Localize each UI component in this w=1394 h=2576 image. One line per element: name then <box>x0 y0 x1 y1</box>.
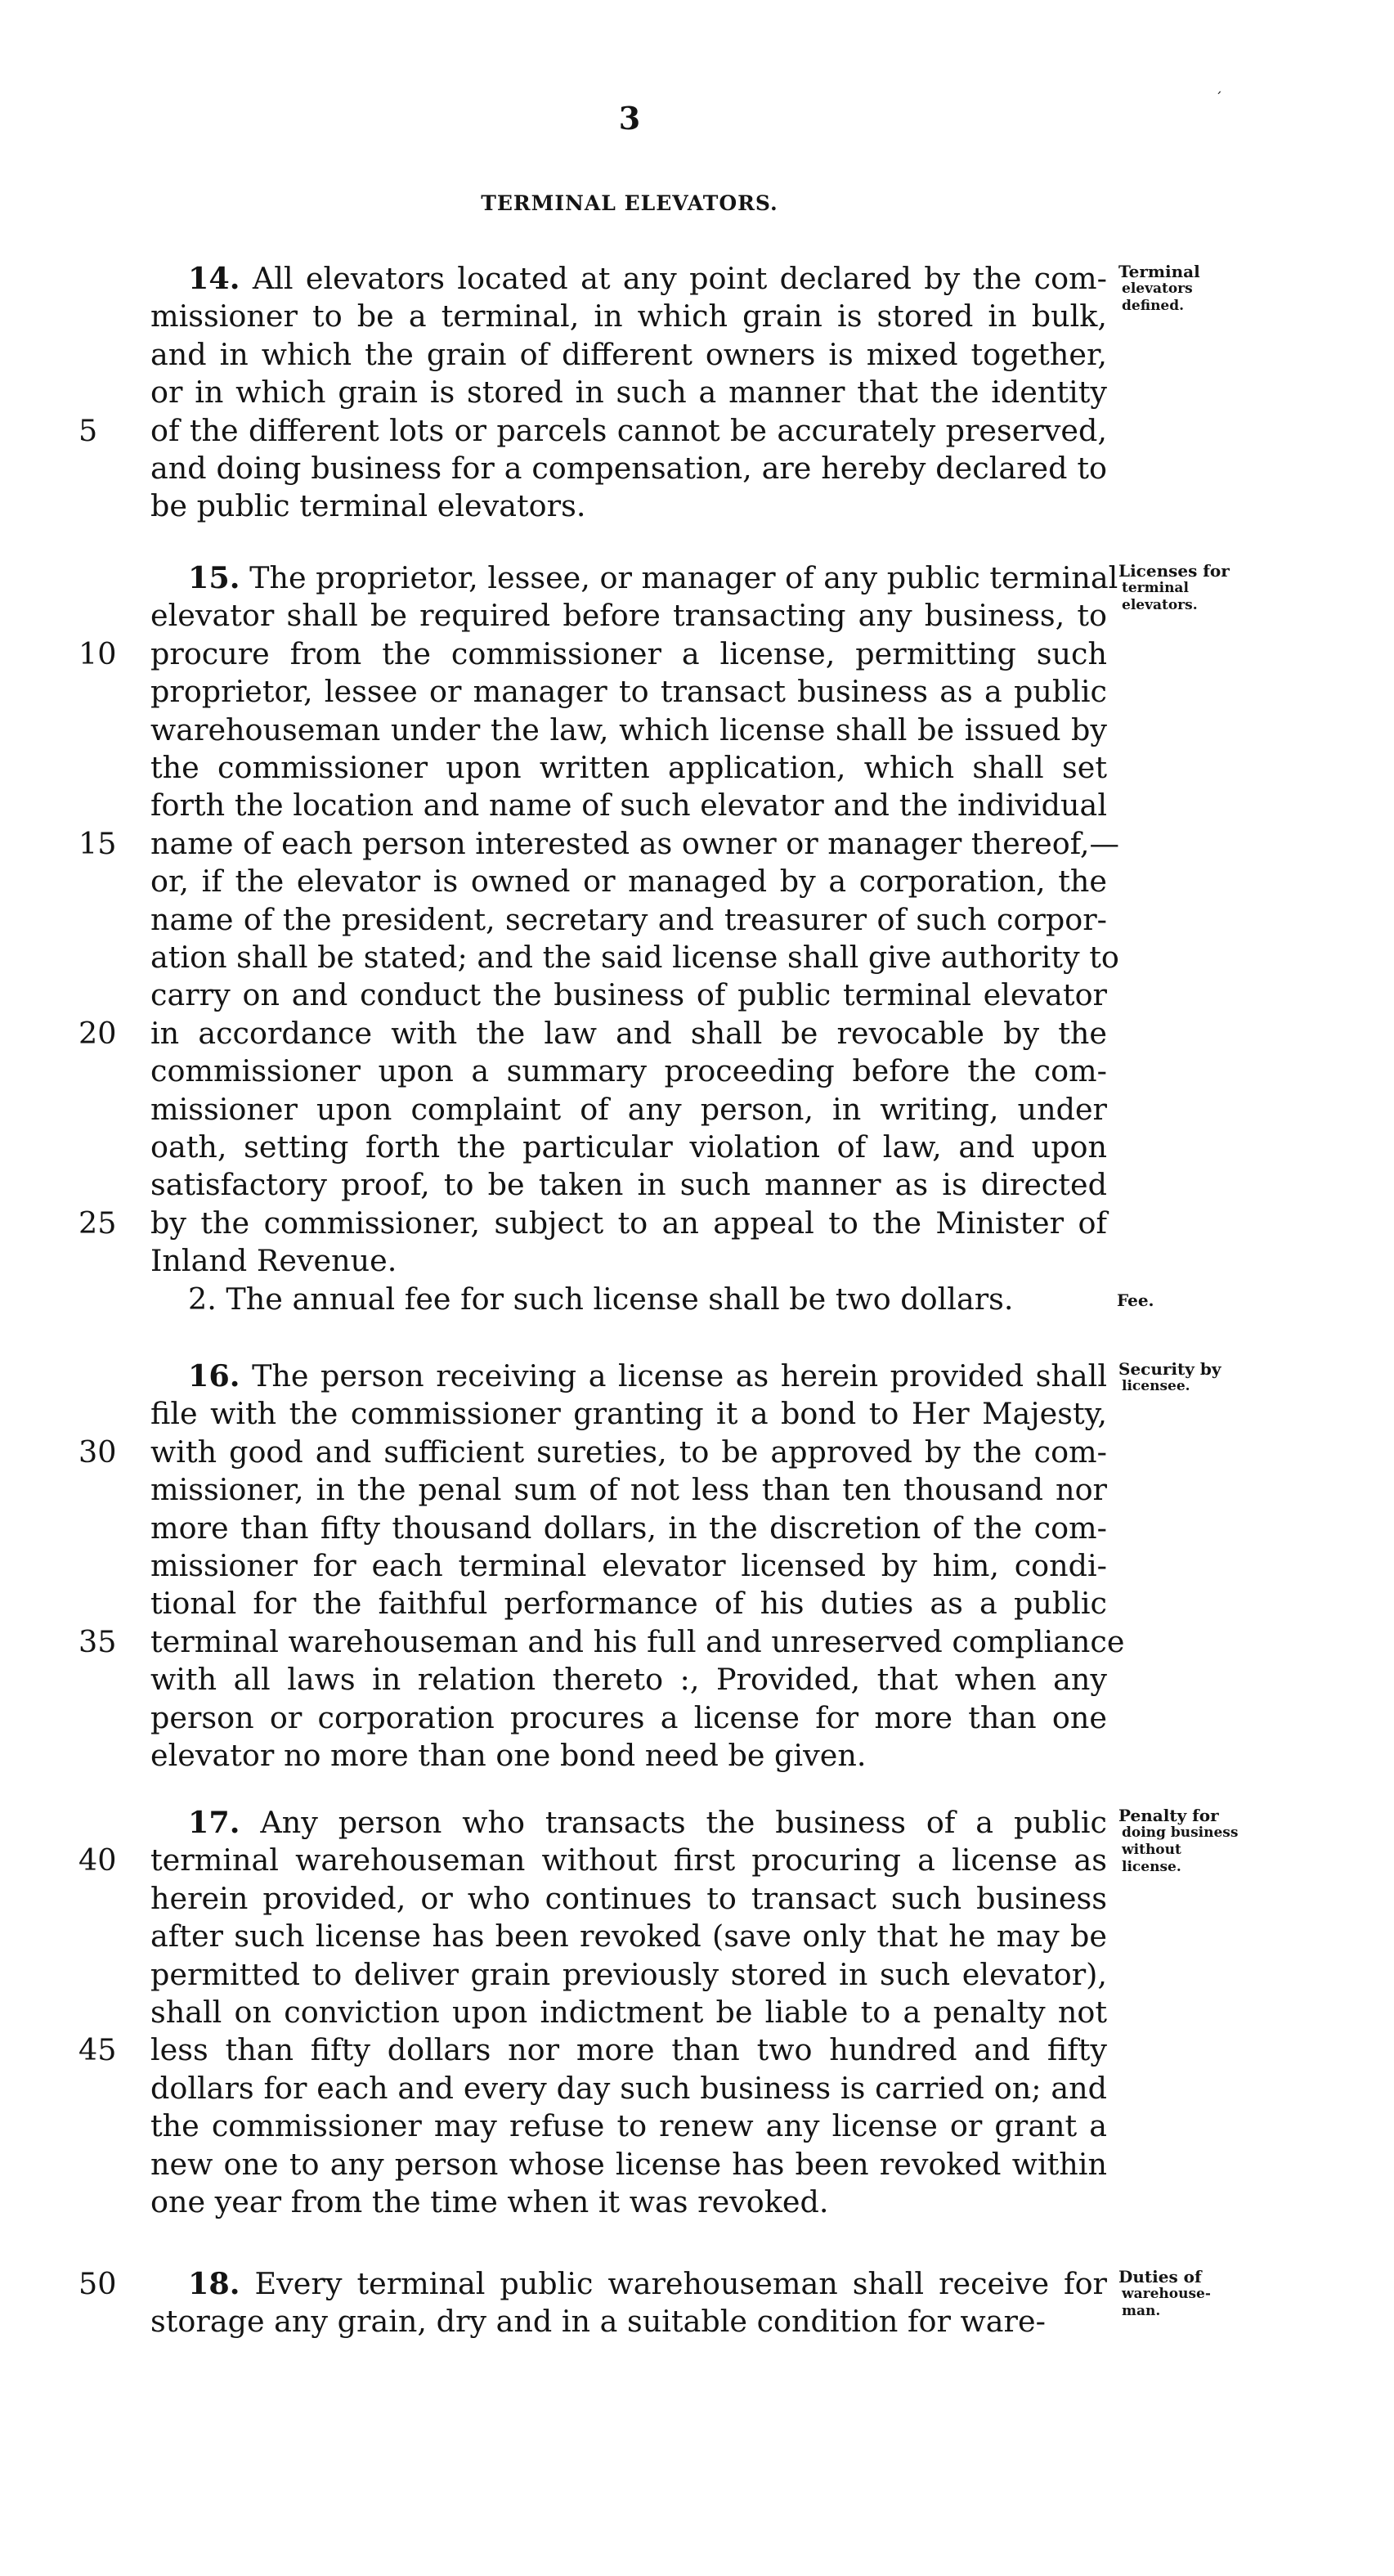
text-line <box>150 1699 1107 1737</box>
line-text: of the different lots or parcels cannot be accurately preserved, <box>150 412 1107 448</box>
margin-note <box>1118 563 1282 614</box>
line-text: tional for the faithful performance of his duties as a public <box>150 1586 1107 1622</box>
line-text: elevator no more than one bond need be given. <box>150 1738 867 1773</box>
section-number: 15. <box>188 560 240 595</box>
line-text: or in which grain is stored in such a manner that the identity <box>150 375 1107 411</box>
text-line <box>150 374 1107 411</box>
margin-note <box>1118 1807 1282 1876</box>
line-text: by the commissioner, subject to an appeal to the Minister of <box>150 1205 1107 1241</box>
text-line <box>150 1585 1107 1622</box>
margin-note-line: terminal <box>1122 580 1189 596</box>
line-text: procure from the commissioner a license, permitting such <box>150 635 1107 671</box>
text-line <box>150 635 1107 673</box>
text-line <box>150 2303 1107 2340</box>
text-line <box>150 1623 1125 1661</box>
line-text: oath, setting forth the particular violation of law, and upon <box>150 1129 1107 1165</box>
margin-note-line: Licenses for <box>1118 561 1230 581</box>
margin-note-line: Terminal <box>1118 262 1200 281</box>
line-text: storage any grain, dry and in a suitable condition for ware- <box>150 2304 1046 2340</box>
text-line <box>150 1918 1107 1955</box>
line-text: Inland Revenue. <box>150 1243 397 1279</box>
text-line <box>150 1842 1107 1879</box>
margin-note-line: license. <box>1122 1859 1181 1875</box>
text-line <box>150 1880 1107 1918</box>
line-text: warehouseman under the law, which license shall be issued by <box>150 711 1107 747</box>
stray-mark: ´ <box>1215 90 1222 107</box>
line-number: 40 <box>78 1842 117 1878</box>
section-number: 16. <box>188 1358 240 1393</box>
line-text: person or corporation procures a license for more than one <box>150 1699 1107 1735</box>
line-text: The proprietor, lessee, or manager of any public terminal <box>249 560 1118 595</box>
text-line <box>150 2031 1107 2069</box>
margin-note <box>1118 263 1282 315</box>
line-text: carry on and conduct the business of public terminal elevator <box>150 977 1107 1013</box>
line-text: Every terminal public warehouseman shall receive for <box>254 2266 1107 2301</box>
line-number: 15 <box>78 825 117 861</box>
text-line <box>150 2107 1107 2145</box>
line-number: 35 <box>78 1623 117 1659</box>
text-line <box>150 673 1107 711</box>
line-text: or, if the elevator is owned or managed by a corporation, the <box>150 864 1107 900</box>
section-number: 14. <box>188 261 240 296</box>
text-line <box>150 1129 1107 1166</box>
line-number: 45 <box>78 2032 117 2068</box>
section-number: 18. <box>188 2266 240 2301</box>
line-text: name of the president, secretary and treasurer of such corpor- <box>150 901 1107 937</box>
text-line <box>150 749 1107 787</box>
line-text: and doing business for a compensation, are hereby declared to <box>150 451 1107 486</box>
line-text: satisfactory proof, to be taken in such manner as is directed <box>150 1167 1107 1203</box>
margin-note-line: defined. <box>1122 298 1185 314</box>
text-line <box>150 1434 1107 1471</box>
text-line <box>150 1015 1107 1052</box>
text-line <box>150 1166 1107 1204</box>
margin-note-line: man. <box>1122 2303 1161 2319</box>
margin-note-line: without <box>1122 1842 1181 1858</box>
line-text: and in which the grain of different owners is mixed together, <box>150 336 1107 372</box>
line-number: 25 <box>78 1205 117 1241</box>
line-text: dollars for each and every day such business is carried on; and <box>150 2070 1107 2106</box>
line-text: commissioner upon a summary proceeding before the com- <box>150 1053 1107 1089</box>
text-line <box>188 559 1118 597</box>
line-text: the commissioner upon written application, which shall set <box>150 750 1107 785</box>
page-number: 3 <box>618 100 641 137</box>
line-text: missioner upon complaint of any person, in writing, under <box>150 1091 1107 1127</box>
margin-note-fee: Fee. <box>1117 1290 1154 1310</box>
margin-note-line: warehouse- <box>1122 2286 1211 2302</box>
line-text: the commissioner may refuse to renew any license or grant a <box>150 2108 1107 2144</box>
text-line <box>150 412 1107 450</box>
text-line <box>150 1737 1107 1775</box>
subsection-line: 2. The annual fee for such license shall be two dollars. <box>188 1281 1014 1317</box>
line-text: new one to any person whose license has been revoked within <box>150 2146 1107 2182</box>
line-number: 10 <box>78 635 117 671</box>
line-number: 30 <box>78 1434 117 1470</box>
margin-note-line: Duties of <box>1118 2267 1202 2287</box>
margin-note-line: elevators. <box>1122 597 1198 613</box>
text-line <box>150 939 1119 976</box>
text-line <box>150 825 1120 863</box>
line-number: 20 <box>78 1015 117 1051</box>
text-line <box>188 2265 1107 2303</box>
line-text: The person receiving a license as herein provided shall <box>252 1358 1107 1393</box>
text-line <box>150 1547 1107 1585</box>
margin-note <box>1118 1361 1282 1395</box>
line-text: terminal warehouseman without first procuring a license as <box>150 1842 1107 1878</box>
line-text: ation shall be stated; and the said license shall give authority to <box>150 940 1119 975</box>
line-text: Any person who transacts the business of a public <box>260 1805 1107 1840</box>
text-line <box>188 260 1107 298</box>
text-line <box>150 2183 1107 2221</box>
line-text: after such license has been revoked (save only that he may be <box>150 1919 1107 1954</box>
text-line <box>150 1661 1107 1699</box>
text-line <box>150 2070 1107 2107</box>
text-line <box>150 2146 1107 2183</box>
line-text: missioner, in the penal sum of not less than ten thousand nor <box>150 1472 1107 1508</box>
line-text: herein provided, or who continues to transact such business <box>150 1880 1107 1916</box>
line-text: forth the location and name of such elevator and the individual <box>150 788 1107 824</box>
line-number: 5 <box>78 412 98 448</box>
text-line <box>150 1471 1107 1509</box>
line-text: proprietor, lessee or manager to transact business as a public <box>150 674 1107 710</box>
margin-note-line: doing business <box>1122 1824 1239 1841</box>
text-line <box>150 711 1107 749</box>
margin-note-line: Penalty for <box>1118 1806 1219 1825</box>
line-text: All elevators located at any point declared by the com- <box>252 261 1108 296</box>
text-line <box>150 976 1107 1014</box>
text-line <box>150 597 1107 635</box>
margin-note <box>1118 2269 1282 2320</box>
text-line <box>150 1205 1107 1242</box>
text-line <box>150 1091 1107 1129</box>
text-line <box>150 1994 1107 2031</box>
line-text: permitted to deliver grain previously stored in such elevator), <box>150 1956 1107 1992</box>
line-text: shall on conviction upon indictment be liable to a penalty not <box>150 1995 1107 2030</box>
margin-note-line: licensee. <box>1122 1378 1190 1394</box>
line-text: missioner for each terminal elevator licensed by him, condi- <box>150 1548 1107 1583</box>
text-line <box>150 336 1107 374</box>
text-line <box>150 901 1107 939</box>
line-text: elevator shall be required before transacting any business, to <box>150 598 1107 634</box>
line-text: one year from the time when it was revoked. <box>150 2184 829 2219</box>
line-number: 50 <box>78 2266 117 2301</box>
text-line <box>188 1358 1107 1395</box>
running-title: TERMINAL ELEVATORS. <box>481 191 778 215</box>
text-line <box>150 787 1107 824</box>
text-line <box>188 1804 1107 1842</box>
line-text: terminal warehouseman and his full and unreserved compliance <box>150 1623 1125 1659</box>
text-line <box>150 1052 1107 1090</box>
text-line <box>150 298 1107 335</box>
line-text: less than fifty dollars nor more than two hundred and fifty <box>150 2032 1107 2068</box>
line-text: with all laws in relation thereto :, Provided, that when any <box>150 1662 1107 1698</box>
text-line <box>150 450 1107 487</box>
line-text: missioner to be a terminal, in which grain is stored in bulk, <box>150 298 1107 334</box>
line-text: be public terminal elevators. <box>150 488 586 524</box>
line-text: with good and sufficient sureties, to be approved by the com- <box>150 1434 1107 1470</box>
line-text: file with the commissioner granting it a bond to Her Majesty, <box>150 1396 1107 1432</box>
text-line <box>150 1956 1107 1994</box>
line-text: in accordance with the law and shall be revocable by the <box>150 1015 1107 1051</box>
section-number: 17. <box>188 1805 240 1840</box>
text-line <box>150 487 1107 525</box>
text-line <box>150 863 1107 900</box>
margin-note-line: Security by <box>1118 1359 1221 1379</box>
line-text: name of each person interested as owner or manager thereof,— <box>150 825 1120 861</box>
text-line <box>150 1242 1107 1280</box>
margin-note-line: elevators <box>1122 280 1193 297</box>
text-line <box>150 1395 1107 1433</box>
text-line <box>150 1510 1107 1547</box>
line-text: more than fifty thousand dollars, in the discretion of the com- <box>150 1510 1107 1546</box>
